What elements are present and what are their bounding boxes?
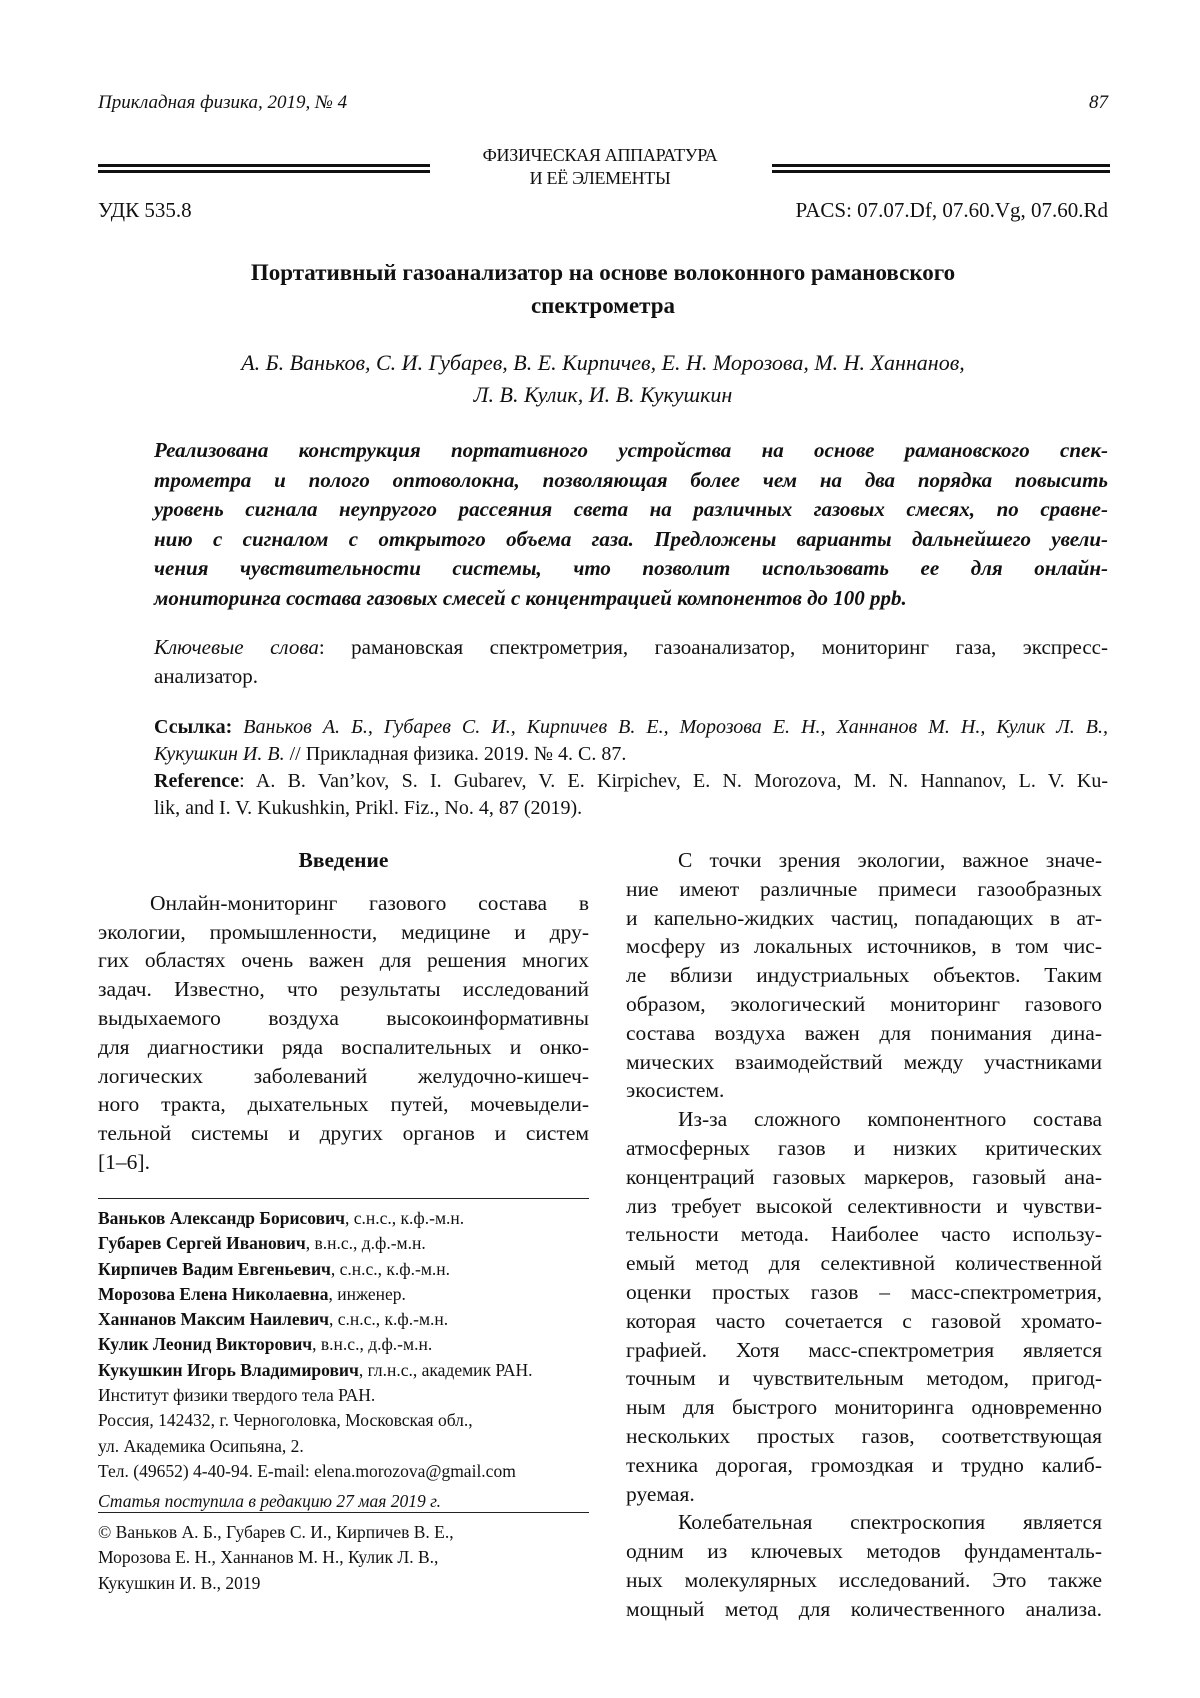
- paragraph-line: образом, экологический мониторинг газового: [626, 990, 1102, 1019]
- affiliation-line: Институт физики твердого тела РАН.: [98, 1383, 588, 1408]
- paragraph-line: С точки зрения экологии, важное значе-: [626, 846, 1102, 875]
- abstract-line: чения чувствительности системы, что позволит использовать ее для онлайн-: [154, 554, 1108, 584]
- intro-line: экологии, промышленности, медицине и дру-: [98, 918, 589, 947]
- author-name: Ваньков Александр Борисович: [98, 1208, 345, 1228]
- paragraph-line: состава воздуха важен для понимания дина-: [626, 1019, 1102, 1048]
- abstract-line: Реализована конструкция портативного устройства на основе рамановского спек-: [154, 436, 1108, 466]
- paragraph-line: Колебательная спектроскопия является: [626, 1508, 1102, 1537]
- paragraph-line: ле вблизи индустриальных объектов. Таким: [626, 961, 1102, 990]
- paragraph-line: экосистем.: [626, 1076, 1102, 1105]
- author-entry: [98, 1206, 588, 1231]
- intro-line: Онлайн-мониторинг газового состава в: [98, 889, 589, 918]
- copyright-rule: [98, 1512, 589, 1513]
- author-entry: [98, 1282, 588, 1307]
- author-list: А. Б. Ваньков, С. И. Губарев, В. Е. Кирпичев, Е. Н. Морозова, М. Н. Ханнанов, Л. В. Кулик, И. В. Кукушкин: [98, 347, 1108, 411]
- intro-paragraph: [98, 889, 589, 1177]
- author-name: Ханнанов Максим Наилевич: [98, 1309, 329, 1329]
- citation-block: Ссылка: Ваньков А. Б., Губарев С. И., Кирпичев В. Е., Морозова Е. Н., Ханнанов М. Н., Кулик Л. В., Кукушкин И. В. // Прикладная физика. 2019. № 4. С. 87. Reference: A. B. Van’kov, S. I. Gubarev, V. E. Kirpichev, E. N. Morozova, M. N. Hannanov, L. V. Ku- lik, and I. V. Kukushkin, Prikl. Fiz., No. 4, 87 (2019).: [154, 714, 1108, 822]
- intro-line: тельной системы и других органов и систем: [98, 1119, 589, 1148]
- paragraph-line: которая часто сочетается с газовой хромато-: [626, 1307, 1102, 1336]
- paragraph-line: мощный метод для количественного анализа.: [626, 1595, 1102, 1624]
- author-entry: [98, 1332, 588, 1357]
- intro-heading: Введение: [98, 846, 589, 875]
- paragraph-line: концентраций газовых маркеров, газовый ана-: [626, 1163, 1102, 1192]
- section-heading: ФИЗИЧЕСКАЯ АППАРАТУРА И ЕЁ ЭЛЕМЕНТЫ: [0, 144, 1200, 190]
- author-entry: [98, 1358, 588, 1383]
- author-name: Кукушкин Игорь Владимирович: [98, 1360, 359, 1380]
- author-role: , с.н.с., к.ф.-м.н.: [331, 1259, 450, 1279]
- intro-line: задач. Известно, что результаты исследований: [98, 975, 589, 1004]
- author-role: , гл.н.с., академик РАН.: [359, 1360, 533, 1380]
- right-column: [626, 846, 1102, 1624]
- intro-line: гих областях очень важен для решения многих: [98, 946, 589, 975]
- abstract-line: мониторинга состава газовых смесей с концентрацией компонентов до 100 ppb.: [154, 584, 1108, 614]
- paragraph: [626, 1508, 1102, 1623]
- intro-line: ного тракта, дыхательных путей, мочевыдели-: [98, 1090, 589, 1119]
- keywords: Ключевые слова: рамановская спектрометрия, газоанализатор, мониторинг газа, экспресс- анализатор.: [154, 633, 1108, 691]
- author-entry: [98, 1257, 588, 1282]
- abstract-line: нию с сигналом с открытого объема газа. Предложены варианты дальнейшего увели-: [154, 525, 1108, 555]
- footnote-rule: [98, 1198, 589, 1199]
- paragraph-line: оценки простых газов – масс-спектрометрия,: [626, 1278, 1102, 1307]
- author-name: Губарев Сергей Иванович: [98, 1233, 306, 1253]
- author-entry: [98, 1231, 588, 1256]
- copyright: [98, 1520, 588, 1596]
- paragraph-line: точным и чувствительным методом, пригод-: [626, 1364, 1102, 1393]
- paragraph-line: тельности метода. Наиболее часто использу-: [626, 1220, 1102, 1249]
- author-name: Кирпичев Вадим Евгеньевич: [98, 1259, 331, 1279]
- affiliation-line: Россия, 142432, г. Черноголовка, Московская обл.,: [98, 1408, 588, 1433]
- affiliation-line: Тел. (49652) 4-40-94. E-mail: elena.morozova@gmail.com: [98, 1459, 588, 1484]
- author-role: , в.н.с., д.ф.-м.н.: [306, 1233, 426, 1253]
- author-role: , инженер.: [329, 1284, 406, 1304]
- paragraph: [626, 846, 1102, 1105]
- paragraph: [626, 1105, 1102, 1508]
- author-name: Морозова Елена Николаевна: [98, 1284, 329, 1304]
- paragraph-line: техника дорогая, громоздкая и трудно калиб-: [626, 1451, 1102, 1480]
- left-column: [98, 846, 589, 1177]
- author-name: Кулик Леонид Викторович: [98, 1334, 312, 1354]
- paragraph-line: емый метод для селективной количественной: [626, 1249, 1102, 1278]
- page-number: 87: [1089, 92, 1108, 114]
- paragraph-line: ных молекулярных исследований. Это также: [626, 1566, 1102, 1595]
- copyright-line: Кукушкин И. В., 2019: [98, 1571, 588, 1596]
- paragraph-line: атмосферных газов и низких критических: [626, 1134, 1102, 1163]
- author-role: , с.н.с., к.ф.-м.н.: [345, 1208, 464, 1228]
- intro-line: для диагностики ряда воспалительных и онко-: [98, 1033, 589, 1062]
- paragraph-line: Из-за сложного компонентного состава: [626, 1105, 1102, 1134]
- author-role: , в.н.с., д.ф.-м.н.: [312, 1334, 432, 1354]
- copyright-line: © Ваньков А. Б., Губарев С. И., Кирпичев В. Е.,: [98, 1520, 588, 1545]
- copyright-line: Морозова Е. Н., Ханнанов М. Н., Кулик Л. В.,: [98, 1545, 588, 1570]
- keywords-label: Ключевые слова: [154, 635, 319, 659]
- paragraph-line: мосферу из локальных источников, в том чис-: [626, 932, 1102, 961]
- paragraph-line: лиз требует высокой селективности и чувстви-: [626, 1192, 1102, 1221]
- author-role: , с.н.с., к.ф.-м.н.: [329, 1309, 448, 1329]
- paragraph-line: одним из ключевых методов фундаменталь-: [626, 1537, 1102, 1566]
- abstract-line: уровень сигнала неупругого рассеяния света на различных газовых смесях, по сравне-: [154, 495, 1108, 525]
- author-footnote: [98, 1206, 588, 1515]
- pacs-codes: PACS: 07.07.Df, 07.60.Vg, 07.60.Rd: [795, 198, 1108, 223]
- abstract-line: трометра и полого оптоволокна, позволяющая более чем на два порядка повысить: [154, 466, 1108, 496]
- journal-header: Прикладная физика, 2019, № 4: [98, 92, 347, 114]
- citation-label-en: Reference: [154, 770, 239, 792]
- udk-code: УДК 535.8: [98, 198, 192, 223]
- paper-title: Портативный газоанализатор на основе волоконного рамановского спектрометра: [98, 256, 1108, 322]
- intro-line: выдыхаемого воздуха высокоинформативны: [98, 1004, 589, 1033]
- paragraph-line: и капельно-жидких частиц, попадающих в ат-: [626, 904, 1102, 933]
- intro-line: [1–6].: [98, 1148, 589, 1177]
- citation-label-ru: Ссылка:: [154, 716, 232, 738]
- received-date: Статья поступила в редакцию 27 мая 2019 г.: [98, 1489, 588, 1514]
- affiliation-line: ул. Академика Осипьяна, 2.: [98, 1434, 588, 1459]
- paragraph-line: руемая.: [626, 1480, 1102, 1509]
- author-entry: [98, 1307, 588, 1332]
- intro-line: логических заболеваний желудочно-кишеч-: [98, 1062, 589, 1091]
- abstract: [154, 436, 1108, 613]
- paragraph-line: нескольких простых газов, соответствующая: [626, 1422, 1102, 1451]
- paragraph-line: мических взаимодействий между участниками: [626, 1048, 1102, 1077]
- paragraph-line: графией. Хотя масс-спектрометрия является: [626, 1336, 1102, 1365]
- paragraph-line: ние имеют различные примеси газообразных: [626, 875, 1102, 904]
- paragraph-line: ным для быстрого мониторинга одновременно: [626, 1393, 1102, 1422]
